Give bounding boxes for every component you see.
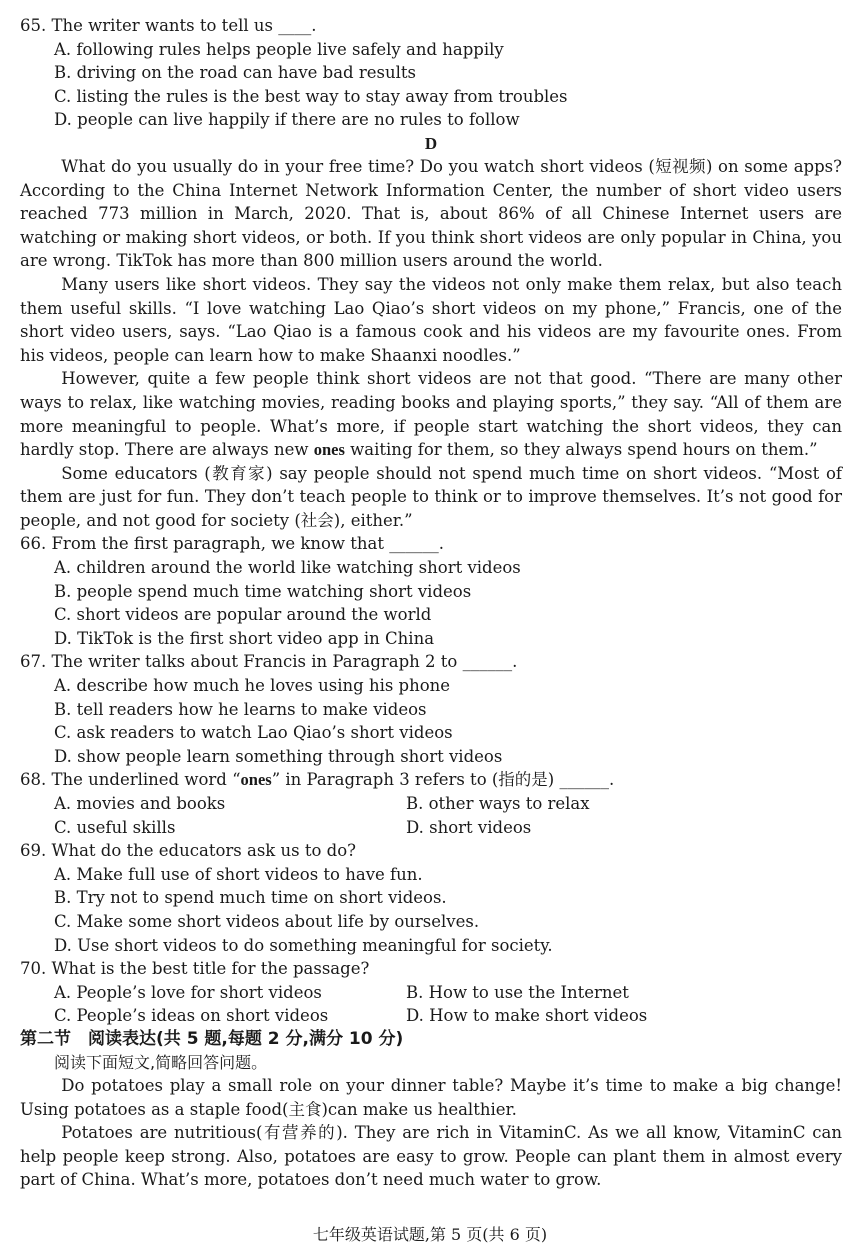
option-b: B. How to use the Internet <box>406 982 629 1002</box>
passage-paragraph-3 <box>20 367 842 461</box>
question-stem: 70. What is the best title for the passage? <box>20 959 370 979</box>
question-68 <box>20 768 842 839</box>
passage-paragraph-2: Potatoes are nutritious(有营养的). They are rich in VitaminC. As we all know, VitaminC can help people keep strong. Also, potatoes are easy to grow. People can plant them in almost every part of China. What’s more, potatoes don’t need much water to grow. <box>20 1123 842 1190</box>
paragraph-text: waiting for them, so they always spend hours on them.” <box>344 440 818 460</box>
option-a: A. following rules helps people live safely and happily <box>54 39 504 59</box>
question-stem: 67. The writer talks about Francis in Paragraph 2 to ______. <box>20 652 518 672</box>
option-d: D. How to make short videos <box>406 1006 648 1026</box>
option-b: B. other ways to relax <box>406 794 590 813</box>
passage-paragraph-1: What do you usually do in your free time? Do you watch short videos (短视频) on some apps? According to the China Internet Network Information Center, the number of short video users reached 773 million in March, 2020. That is, about 86% of all Chinese Internet users are watching or making short videos, or both. If you think short videos are only popular in China, you are wrong. TikTok has more than 800 million users around the world. <box>20 156 842 271</box>
paragraph-text: However, quite a few people think short videos are not that good. “There are many other ways to relax, like watching movies, reading books and playing sports,” they say. “All of them are more meaningful to people. What’s more, if people start watching the short videos, they can hardly stop. There are always new <box>20 369 842 460</box>
option-c: C. listing the rules is the best way to stay away from troubles <box>54 86 568 106</box>
underlined-word: ones <box>240 770 272 790</box>
passage-paragraph-2: Many users like short videos. They say the videos not only make them relax, but also teach them useful skills. “I love watching Lao Qiao’s short videos on my phone,” Francis, one of the short video users, says. “Lao Qiao is a famous cook and his videos are my favourite ones. From his videos, people can learn how to make Shaanxi noodles.” <box>20 274 842 365</box>
question-70 <box>20 957 842 1028</box>
section-letter: D <box>424 133 438 153</box>
option-c: C. ask readers to watch Lao Qiao’s short videos <box>54 723 453 743</box>
option-a: A. People’s love for short videos <box>54 982 322 1002</box>
question-69 <box>20 839 842 957</box>
option-c: C. People’s ideas on short videos <box>54 1006 329 1026</box>
question-stem: 66. From the first paragraph, we know that ______. <box>20 534 445 554</box>
option-d: D. people can live happily if there are no rules to follow <box>54 110 520 130</box>
question-65 <box>20 14 842 132</box>
option-c: C. short videos are popular around the world <box>54 605 432 625</box>
section-heading: 第二节 阅读表达(共 5 题,每题 2 分,满分 10 分) <box>20 1028 404 1049</box>
option-row <box>20 816 842 840</box>
stem-text: 68. The underlined word “ <box>20 770 241 790</box>
option-row <box>20 792 842 816</box>
passage-paragraph-4: Some educators (教育家) say people should not spend much time on short videos. “Most of them are just for fun. They don’t teach people to think or to improve themselves. It’s not good for people, and not good for society (社会), either.” <box>20 463 842 530</box>
stem-text: ” in Paragraph 3 refers to (指的是) ______. <box>271 770 615 790</box>
passage-paragraph-1: Do potatoes play a small role on your dinner table? Maybe it’s time to make a big change! Using potatoes as a staple food(主食)can make us healthier. <box>20 1075 842 1119</box>
option-b: B. driving on the road can have bad results <box>54 63 416 83</box>
option-row <box>20 1004 842 1028</box>
option-d: D. short videos <box>406 817 532 837</box>
option-b: B. Try not to spend much time on short videos. <box>54 888 447 908</box>
exam-page <box>20 14 842 1192</box>
question-stem <box>20 768 842 792</box>
page-footer: 七年级英语试题,第 5 页(共 6 页) <box>312 1225 548 1244</box>
option-b: B. tell readers how he learns to make videos <box>54 699 427 719</box>
question-stem: 69. What do the educators ask us to do? <box>20 841 357 861</box>
option-d: D. show people learn something through short videos <box>54 746 503 766</box>
option-c: C. useful skills <box>54 817 176 837</box>
option-a: A. describe how much he loves using his phone <box>54 676 451 696</box>
option-a: A. movies and books <box>54 794 226 813</box>
option-a: A. Make full use of short videos to have fun. <box>54 864 423 884</box>
option-c: C. Make some short videos about life by ourselves. <box>54 911 480 931</box>
option-b: B. people spend much time watching short videos <box>54 581 472 601</box>
option-d: D. Use short videos to do something meaningful for society. <box>54 935 553 955</box>
question-stem: 65. The writer wants to tell us ____. <box>20 16 317 35</box>
option-d: D. TikTok is the first short video app in China <box>54 628 435 648</box>
option-row <box>20 981 842 1005</box>
option-a: A. children around the world like watching short videos <box>54 558 521 578</box>
section-instruction: 阅读下面短文,简略回答问题。 <box>54 1052 268 1072</box>
question-67 <box>20 650 842 768</box>
question-66 <box>20 532 842 650</box>
underlined-word: ones <box>313 440 345 460</box>
